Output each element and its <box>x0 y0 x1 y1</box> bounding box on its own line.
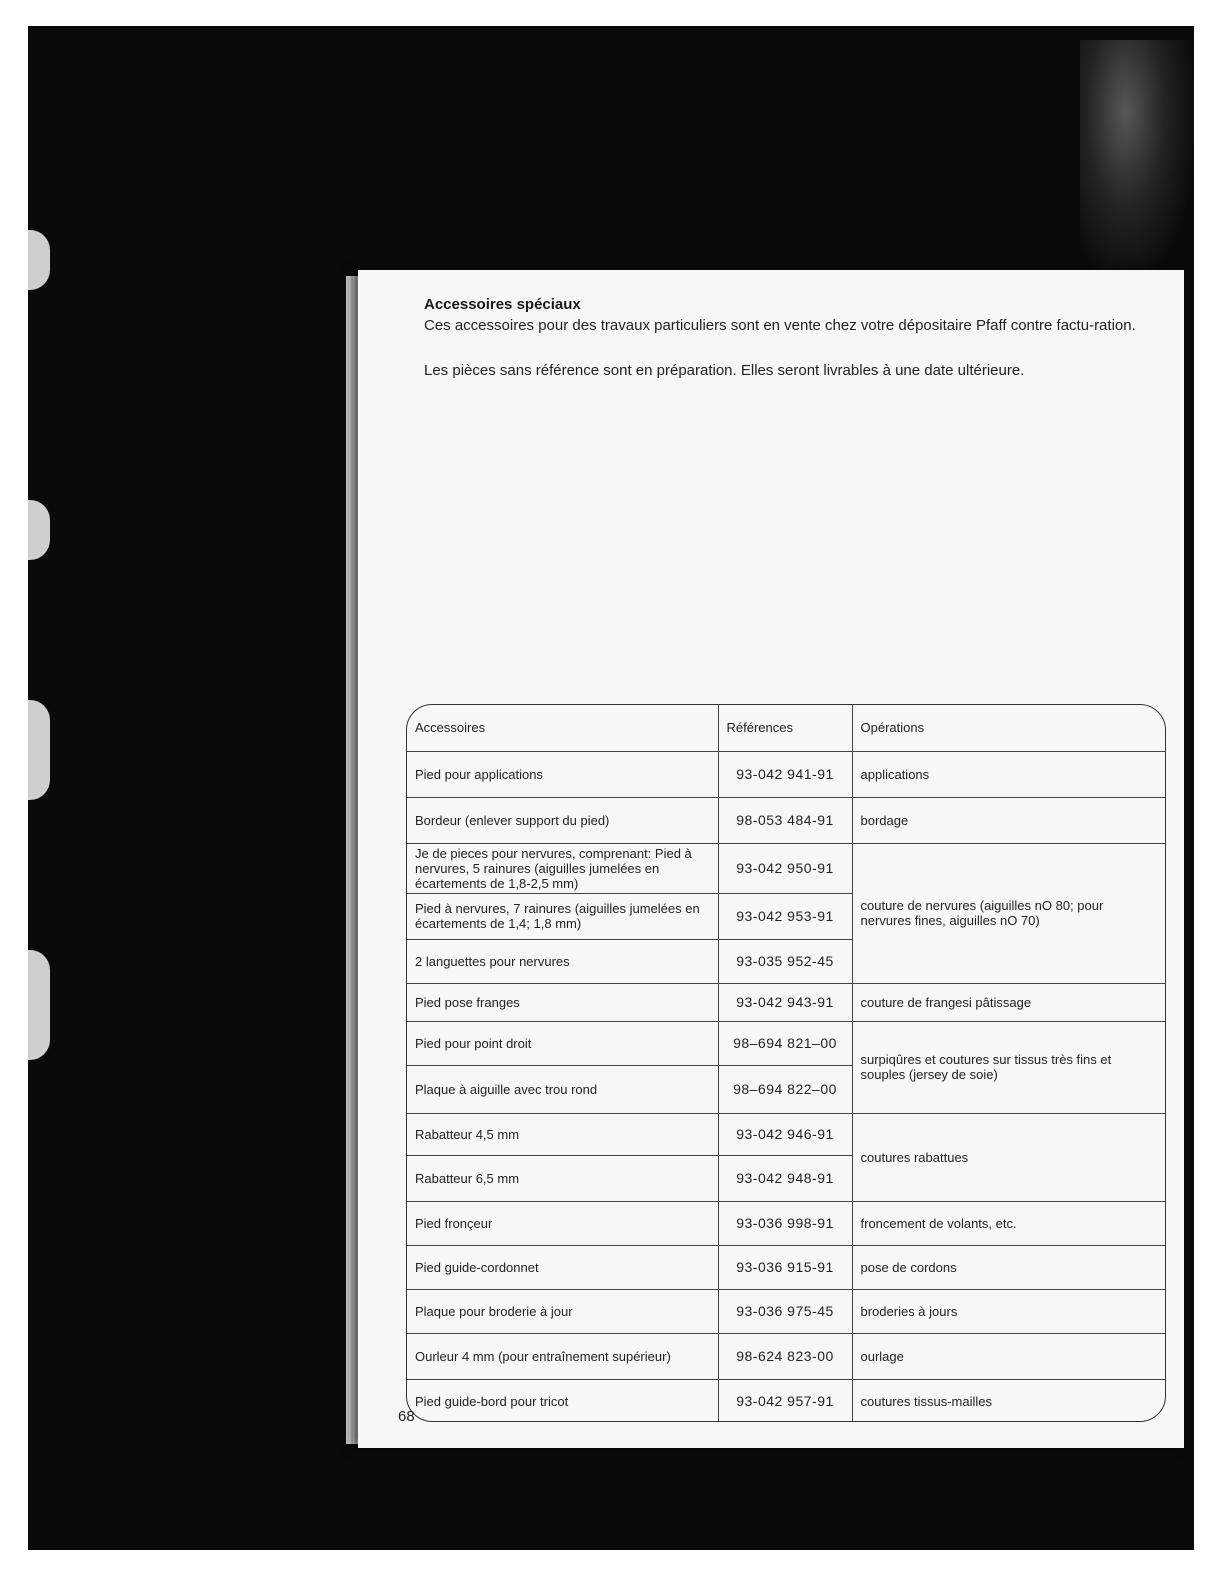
header-accessories: Accessoires <box>407 705 718 751</box>
accessory-cell: Pied pour point droit <box>407 1021 718 1065</box>
reference-cell: 93-042 950-91 <box>718 843 852 893</box>
scan-artifact <box>28 230 50 290</box>
reference-cell: 93-042 941-91 <box>718 751 852 797</box>
accessory-cell: Pied à nervures, 7 rainures (aiguilles jumelées en écartements de 1,4; 1,8 mm) <box>407 893 718 939</box>
table-header-row <box>407 705 1165 751</box>
scan-artifact <box>28 500 50 560</box>
operation-cell: pose de cordons <box>852 1245 1165 1289</box>
intro-note: Les pièces sans référence sont en préparation. Elles seront livrables à une date ultérieure. <box>424 362 1025 379</box>
reference-cell: 93-035 952-45 <box>718 939 852 983</box>
accessory-cell: Bordeur (enlever support du pied) <box>407 797 718 843</box>
accessory-cell: Pied pose franges <box>407 983 718 1021</box>
table-row <box>407 1333 1165 1379</box>
reference-cell: 98-624 823-00 <box>718 1333 852 1379</box>
accessory-cell: Rabatteur 4,5 mm <box>407 1113 718 1155</box>
table-row <box>407 1379 1165 1422</box>
scan-artifact <box>28 950 50 1060</box>
accessory-cell: Pied fronçeur <box>407 1201 718 1245</box>
table-row <box>407 751 1165 797</box>
reference-cell: 93-042 946-91 <box>718 1113 852 1155</box>
table-row <box>407 983 1165 1021</box>
intro-paragraph: Ces accessoires pour des travaux particuliers sont en vente chez votre dépositaire Pfaff contre factu-ration. <box>424 317 1136 334</box>
operation-cell: broderies à jours <box>852 1289 1165 1333</box>
operation-cell: coutures rabattues <box>852 1113 1165 1201</box>
scan-artifact <box>28 700 50 800</box>
reference-cell: 93-036 998-91 <box>718 1201 852 1245</box>
operation-cell: bordage <box>852 797 1165 843</box>
reference-cell: 93-042 957-91 <box>718 1379 852 1422</box>
header-references: Références <box>718 705 852 751</box>
table-row <box>407 797 1165 843</box>
reference-cell: 98–694 822–00 <box>718 1065 852 1113</box>
reference-cell: 98-053 484-91 <box>718 797 852 843</box>
accessory-cell: Ourleur 4 mm (pour entraînement supérieur) <box>407 1333 718 1379</box>
table-row <box>407 1021 1165 1065</box>
accessory-cell: Pied guide-cordonnet <box>407 1245 718 1289</box>
reference-cell: 93-036 915-91 <box>718 1245 852 1289</box>
reference-cell: 93-042 943-91 <box>718 983 852 1021</box>
reference-cell: 93-042 953-91 <box>718 893 852 939</box>
table-row <box>407 1113 1165 1155</box>
table-row <box>407 1201 1165 1245</box>
operation-cell: coutures tissus-mailles <box>852 1379 1165 1422</box>
accessory-cell: Plaque pour broderie à jour <box>407 1289 718 1333</box>
page-heading: Accessoires spéciaux <box>424 296 581 313</box>
accessories-table <box>406 704 1166 1422</box>
operation-cell: surpiqûres et coutures sur tissus très fins et souples (jersey de soie) <box>852 1021 1165 1113</box>
accessory-cell: 2 languettes pour nervures <box>407 939 718 983</box>
scan-noise <box>1080 40 1194 280</box>
table-row <box>407 1245 1165 1289</box>
accessory-cell: Rabatteur 6,5 mm <box>407 1155 718 1201</box>
operation-cell: applications <box>852 751 1165 797</box>
reference-cell: 93-036 975-45 <box>718 1289 852 1333</box>
accessory-cell: Pied guide-bord pour tricot <box>407 1379 718 1422</box>
table-row <box>407 1289 1165 1333</box>
document-page <box>358 270 1184 1448</box>
accessory-cell: Je de pieces pour nervures, comprenant: Pied à nervures, 5 rainures (aiguilles jumelées en écartements de 1,8-2,5 mm) <box>407 843 718 893</box>
header-operations: Opérations <box>852 705 1165 751</box>
accessory-cell: Pied pour applications <box>407 751 718 797</box>
operation-cell: couture de nervures (aiguilles nO 80; pour nervures fines, aiguilles nO 70) <box>852 843 1165 983</box>
page-number: 68 <box>398 1408 415 1425</box>
reference-cell: 98–694 821–00 <box>718 1021 852 1065</box>
operation-cell: froncement de volants, etc. <box>852 1201 1165 1245</box>
operation-cell: couture de frangesi pâtissage <box>852 983 1165 1021</box>
operation-cell: ourlage <box>852 1333 1165 1379</box>
scan-bottom <box>358 1448 1184 1550</box>
table-row <box>407 843 1165 893</box>
reference-cell: 93-042 948-91 <box>718 1155 852 1201</box>
accessory-cell: Plaque à aiguille avec trou rond <box>407 1065 718 1113</box>
